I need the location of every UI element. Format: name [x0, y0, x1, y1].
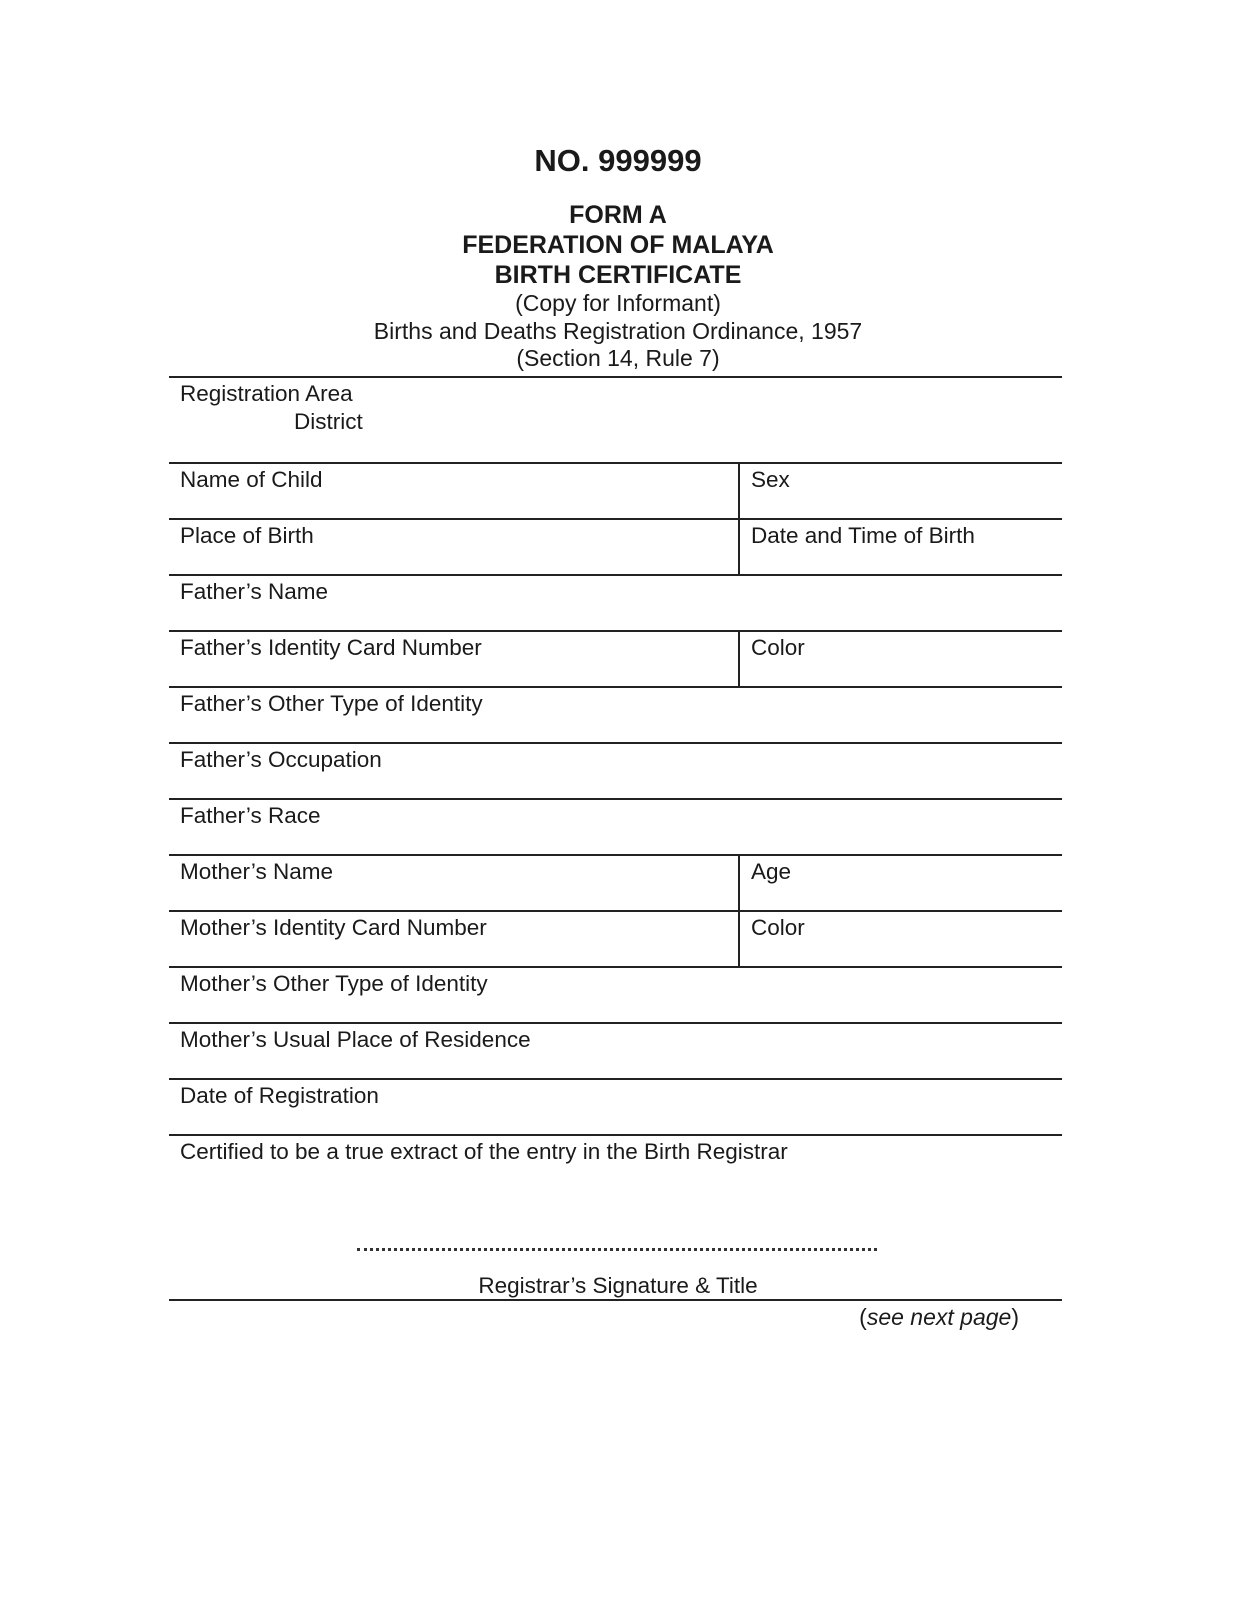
name-of-child-label: Name of Child: [169, 464, 740, 518]
bottom-rule: [169, 1299, 1062, 1301]
federation-title: FEDERATION OF MALAYA: [462, 231, 774, 259]
registrar-signature-label: Registrar’s Signature & Title: [478, 1273, 758, 1298]
row-mothers-residence: [169, 1024, 1062, 1080]
copy-for-informant: (Copy for Informant): [515, 290, 721, 316]
mothers-other-identity-label: Mother’s Other Type of Identity: [180, 971, 488, 996]
mothers-residence-label: Mother’s Usual Place of Residence: [180, 1027, 531, 1052]
see-next-page-note: [859, 1303, 1019, 1331]
certified-statement: Certified to be a true extract of the entry in the Birth Registrar: [180, 1139, 788, 1164]
see-next-close-paren: ): [1011, 1304, 1019, 1330]
row-fathers-race: [169, 800, 1062, 856]
row-fathers-occupation: [169, 744, 1062, 800]
signature-dotted-line: [357, 1238, 877, 1251]
father-color-label: Color: [751, 635, 805, 660]
row-place-of-birth: [169, 520, 1062, 576]
row-registration-area: [169, 378, 1062, 464]
row-fathers-other-identity: [169, 688, 1062, 744]
date-time-of-birth-label: Date and Time of Birth: [751, 523, 975, 548]
district-label: District: [294, 409, 363, 434]
row-certified: [169, 1136, 1062, 1274]
fathers-other-identity-label: Father’s Other Type of Identity: [180, 691, 483, 716]
date-of-registration-label: Date of Registration: [180, 1083, 379, 1108]
fathers-ic-label: Father’s Identity Card Number: [169, 632, 740, 686]
row-mothers-ic: [169, 912, 1062, 968]
certificate-form: [169, 376, 1062, 1274]
ordinance-line: Births and Deaths Registration Ordinance, 1957: [373, 317, 863, 344]
certificate-title: BIRTH CERTIFICATE: [494, 261, 742, 289]
age-label: Age: [751, 859, 792, 884]
see-next-open-paren: (: [859, 1304, 867, 1330]
see-next-text: see next page: [866, 1304, 1012, 1330]
row-fathers-name: [169, 576, 1062, 632]
row-name-of-child: [169, 464, 1062, 520]
sex-label: Sex: [751, 467, 790, 492]
place-of-birth-label: Place of Birth: [169, 520, 740, 574]
fathers-occupation-label: Father’s Occupation: [180, 747, 382, 772]
document-header: [0, 200, 1236, 373]
fathers-race-label: Father’s Race: [180, 803, 321, 828]
mother-color-label: Color: [751, 915, 805, 940]
row-mothers-name: [169, 856, 1062, 912]
row-date-of-registration: [169, 1080, 1062, 1136]
certificate-number: NO. 999999: [534, 143, 702, 178]
registration-area-label: Registration Area: [180, 381, 353, 406]
mothers-name-label: Mother’s Name: [169, 856, 740, 910]
row-fathers-ic: [169, 632, 1062, 688]
fathers-name-label: Father’s Name: [180, 579, 328, 604]
section-line: (Section 14, Rule 7): [516, 345, 720, 371]
mothers-ic-label: Mother’s Identity Card Number: [169, 912, 740, 966]
row-mothers-other-identity: [169, 968, 1062, 1024]
form-title: FORM A: [569, 201, 667, 229]
